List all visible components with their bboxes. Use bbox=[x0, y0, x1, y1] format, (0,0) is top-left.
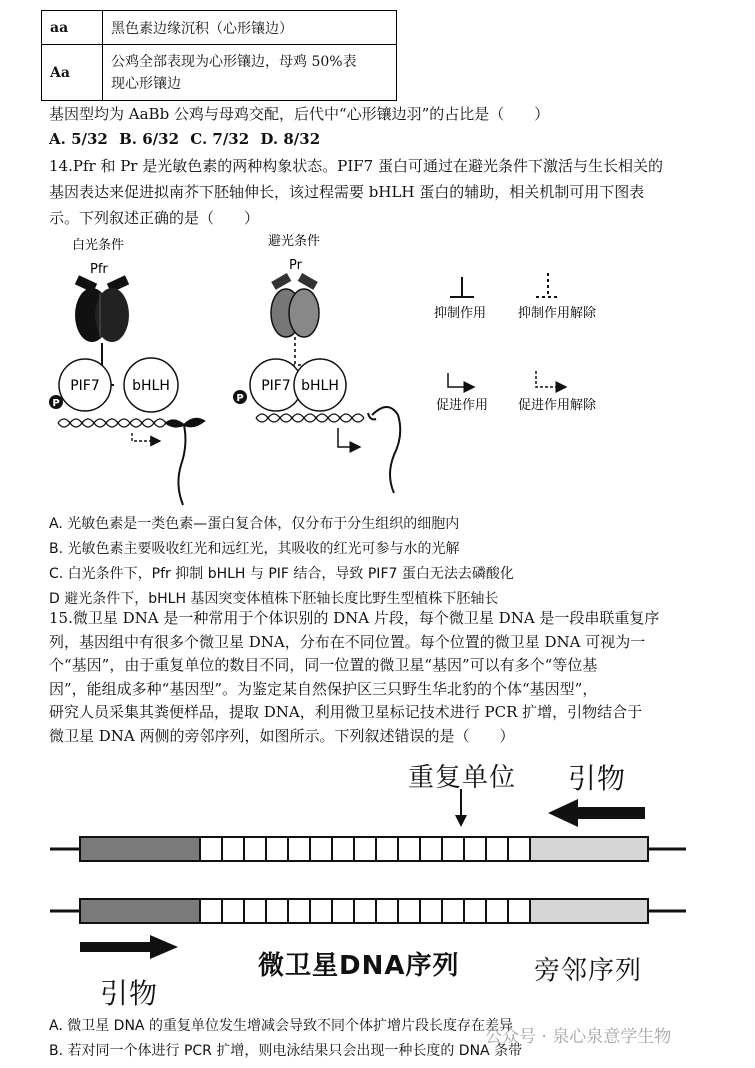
left-condition-title: 白光条件 bbox=[72, 238, 125, 253]
pif7-label: PIF7 bbox=[70, 378, 100, 394]
stem-line: 个“基因”，由于重复单位的数目不同，同一位置的微卫星“基因”可以有多个“等位基 bbox=[49, 656, 598, 674]
repeat-unit-box bbox=[222, 837, 244, 861]
dna-helix-icon bbox=[58, 419, 166, 427]
repeat-unit-box bbox=[420, 899, 442, 923]
primer-arrow-bottom bbox=[80, 935, 178, 959]
legend bbox=[434, 273, 597, 413]
phenotype-line: 公鸡全部表现为心形镶边，母鸡 50%表 bbox=[111, 53, 357, 70]
phosphate-label: P bbox=[52, 398, 60, 409]
legend-promote-release: 促进作用解除 bbox=[518, 398, 597, 413]
repeat-unit-box bbox=[398, 837, 420, 861]
genotype-cell: Aa bbox=[42, 45, 103, 101]
option-c: C. 7/32 bbox=[190, 130, 250, 148]
pfr-label: Pfr bbox=[90, 262, 108, 277]
repeat-unit-box bbox=[376, 899, 398, 923]
repeat-unit-box bbox=[508, 837, 530, 861]
repeat-unit-box bbox=[464, 899, 486, 923]
repeat-unit-box bbox=[266, 899, 288, 923]
option-d: D. 8/32 bbox=[260, 130, 321, 148]
q13-options bbox=[49, 128, 326, 150]
pfr-dimer-icon bbox=[75, 275, 129, 342]
watermark: 公众号 · 泉心泉意学生物 bbox=[485, 1027, 672, 1047]
stem-line: 示。下列叙述正确的是（ ） bbox=[49, 209, 260, 227]
table-row bbox=[42, 11, 397, 45]
option-b: B. 6/32 bbox=[119, 130, 180, 148]
repeat-unit-box bbox=[442, 899, 464, 923]
primer-arrow-top bbox=[548, 799, 645, 827]
genotype-table bbox=[41, 10, 397, 101]
repeat-unit-box bbox=[398, 899, 420, 923]
repeat-unit-box bbox=[486, 899, 508, 923]
dna-strand-bottom bbox=[50, 899, 686, 923]
q15-stem bbox=[49, 607, 659, 748]
stem-line: 基因表达来促进拟南芥下胚轴伸长，该过程需要 bHLH 蛋白的辅助，相关机制可用下图表 bbox=[49, 183, 645, 201]
right-condition-title: 避光条件 bbox=[268, 234, 321, 249]
light-signaling-diagram bbox=[0, 225, 755, 510]
repeat-unit-box bbox=[464, 837, 486, 861]
repeat-unit-box bbox=[354, 837, 376, 861]
repeat-unit-box bbox=[288, 837, 310, 861]
option-d: D 避光条件下，bHLH 基因突变体植株下胚轴长度比野生型植株下胚轴长 bbox=[49, 591, 499, 607]
q14-options bbox=[49, 512, 514, 612]
legend-inhibit: 抑制作用 bbox=[434, 306, 487, 321]
pr-dimer-icon bbox=[271, 273, 319, 337]
repeat-unit-box bbox=[310, 899, 332, 923]
repeat-unit-box bbox=[266, 837, 288, 861]
option-a: A. 光敏色素是一类色素—蛋白复合体，仅分布于分生组织的细胞内 bbox=[49, 516, 460, 532]
option-a: A. 5/32 bbox=[49, 130, 108, 148]
repeat-unit-box bbox=[310, 837, 332, 861]
phenotype-line: 现心形镶边 bbox=[111, 75, 181, 92]
repeat-unit-label: 重复单位 bbox=[408, 763, 517, 793]
repeat-unit-box bbox=[244, 899, 266, 923]
dna-helix-icon bbox=[256, 414, 364, 422]
repeat-unit-box bbox=[354, 899, 376, 923]
repeat-unit-box bbox=[508, 899, 530, 923]
q14-stem bbox=[49, 153, 663, 231]
stem-line: 14.Pfr 和 Pr 是光敏色素的两种构象状态。PIF7 蛋白可通过在避光条件下激活与生长相关的 bbox=[49, 157, 663, 175]
stem-line: 微卫星 DNA 两侧的旁邻序列，如图所示。下列叙述错误的是（ ） bbox=[49, 726, 515, 745]
legend-inhibit-release: 抑制作用解除 bbox=[518, 306, 597, 321]
stem-line: 研究人员采集其粪便样品，提取 DNA，利用微卫星标记技术进行 PCR 扩增，引物结合于 bbox=[49, 703, 643, 721]
repeat-unit-box bbox=[288, 899, 310, 923]
repeat-unit-box bbox=[420, 837, 442, 861]
bhlh-label: bHLH bbox=[132, 378, 170, 394]
seedling-icon bbox=[166, 419, 204, 505]
stem-line: 列，基因组中有很多个微卫星 DNA，分布在不同位置。每个位置的微卫星 DNA 可视为一 bbox=[49, 632, 646, 651]
genotype-cell: aa bbox=[42, 11, 103, 45]
option-b: B. 光敏色素主要吸收红光和远红光，其吸收的红光可参与水的光解 bbox=[49, 541, 460, 557]
legend-promote: 促进作用 bbox=[436, 398, 489, 413]
repeat-unit-box bbox=[376, 837, 398, 861]
repeat-unit-box bbox=[244, 837, 266, 861]
stem-line: 因”，能组成多种“基因型”。为鉴定某自然保护区三只野生华北豹的个体“基因型”， bbox=[49, 679, 598, 698]
option-b: B. 若对同一个体进行 PCR 扩增，则电泳结果只会出现一种长度的 DNA 条带 bbox=[49, 1043, 523, 1059]
dna-strand-top bbox=[50, 837, 686, 861]
pif7-label: PIF7 bbox=[261, 378, 291, 394]
microsatellite-label: 微卫星DNA序列 bbox=[258, 951, 460, 981]
q13-stem: 基因型均为 AaBb 公鸡与母鸡交配，后代中“心形镶边羽”的占比是（ ） bbox=[49, 105, 550, 123]
phenotype-cell: 黑色素边缘沉积（心形镶边） bbox=[103, 11, 397, 45]
option-a: A. 微卫星 DNA 的重复单位发生增减会导致不同个体扩增片段长度存在差异 bbox=[49, 1018, 513, 1034]
q15-options bbox=[49, 1014, 522, 1064]
flanking-label: 旁邻序列 bbox=[534, 956, 643, 986]
pr-label: Pr bbox=[289, 258, 302, 273]
repeat-unit-box bbox=[442, 837, 464, 861]
phosphate-label: P bbox=[236, 393, 244, 404]
stem-line: 15.微卫星 DNA 是一种常用于个体识别的 DNA 片段，每个微卫星 DNA 是一段串联重复序 bbox=[49, 609, 660, 627]
primer-label-top: 引物 bbox=[568, 762, 627, 795]
table-row bbox=[42, 45, 397, 101]
repeat-unit-box bbox=[332, 899, 354, 923]
repeat-unit-box bbox=[332, 837, 354, 861]
etiolated-seedling-icon bbox=[368, 407, 400, 493]
primer-label-bottom: 引物 bbox=[100, 977, 159, 1010]
repeat-unit-box bbox=[200, 899, 222, 923]
phenotype-cell bbox=[103, 45, 397, 101]
option-c: C. 白光条件下，Pfr 抑制 bHLH 与 PIF 结合，导致 PIF7 蛋白无法去磷酸化 bbox=[49, 566, 514, 582]
bhlh-label: bHLH bbox=[301, 378, 339, 394]
repeat-unit-box bbox=[486, 837, 508, 861]
repeat-unit-box bbox=[222, 899, 244, 923]
repeat-unit-box bbox=[200, 837, 222, 861]
